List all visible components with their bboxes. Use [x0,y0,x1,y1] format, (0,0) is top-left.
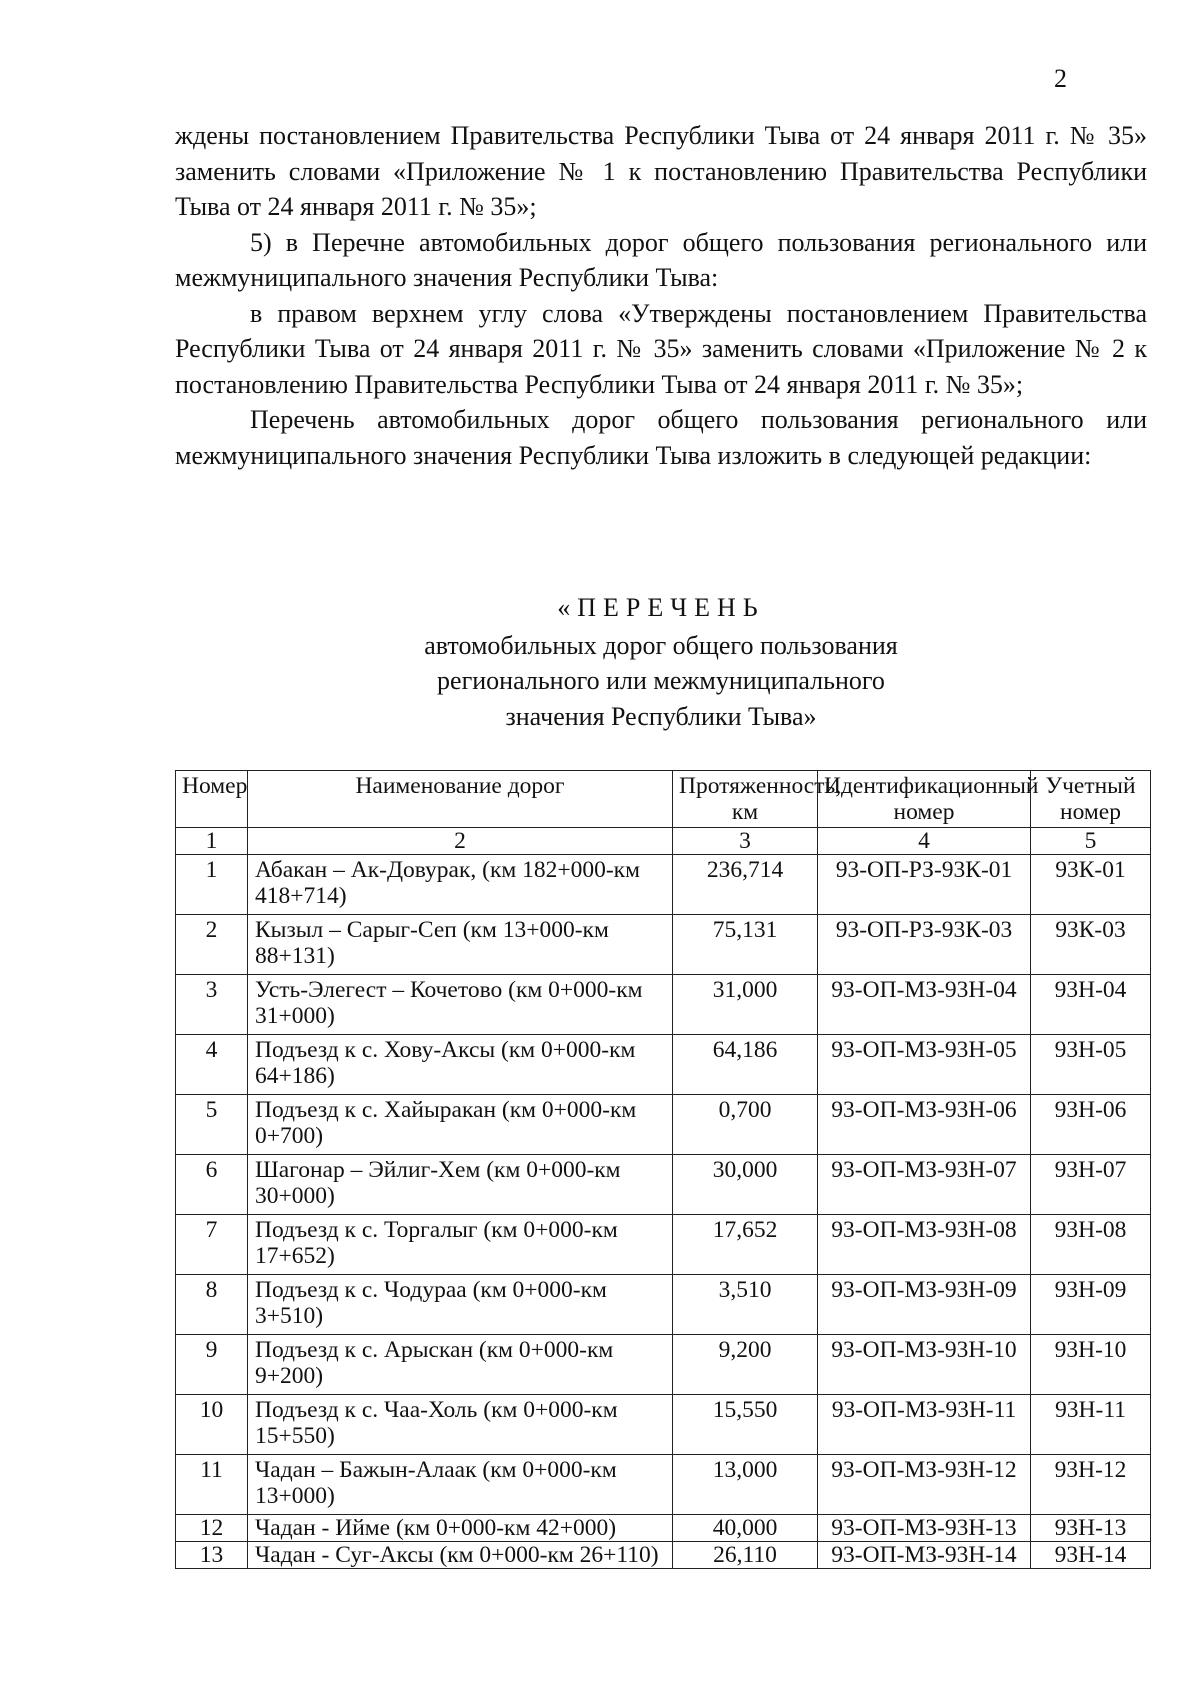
row-number: 4 [176,1035,248,1095]
account-number: 93К-01 [1031,855,1151,915]
road-name: Подъезд к с. Торгалыг (км 0+000-км 17+652) [248,1215,673,1275]
identification-number: 93-ОП-МЗ-93Н-04 [818,975,1031,1035]
identification-number: 93-ОП-МЗ-93Н-13 [818,1515,1031,1542]
paragraph: 5) в Перечне автомобильных дорог общего пользования регионального или межмуниципального значения Республики Тыва: [175,227,1147,292]
road-name: Кызыл – Сарыг-Сеп (км 13+000-км 88+131) [248,915,673,975]
table-row [176,915,1151,975]
account-number: 93Н-13 [1031,1515,1151,1542]
header-account-number: Учетный номер [1031,771,1151,828]
row-number: 3 [176,975,248,1035]
identification-number: 93-ОП-МЗ-93Н-09 [818,1275,1031,1335]
road-length: 0,700 [673,1095,818,1155]
identification-number: 93-ОП-МЗ-93Н-06 [818,1095,1031,1155]
list-title-line: значения Республики Тыва» [505,701,817,731]
road-length: 15,550 [673,1395,818,1455]
identification-number: 93-ОП-РЗ-93К-03 [818,915,1031,975]
row-number: 1 [176,855,248,915]
road-name: Чадан - Ийме (км 0+000-км 42+000) [248,1515,673,1542]
identification-number: 93-ОП-МЗ-93Н-05 [818,1035,1031,1095]
account-number: 93Н-08 [1031,1215,1151,1275]
row-number: 10 [176,1395,248,1455]
road-length: 75,131 [673,915,818,975]
row-number: 6 [176,1155,248,1215]
road-length: 30,000 [673,1155,818,1215]
road-name: Абакан – Ак-Довурак, (км 182+000-км 418+714) [248,855,673,915]
table-row [176,1155,1151,1215]
road-name: Шагонар – Эйлиг-Хем (км 0+000-км 30+000) [248,1155,673,1215]
road-length: 9,200 [673,1335,818,1395]
page-number: 2 [1054,64,1067,93]
identification-number: 93-ОП-МЗ-93Н-07 [818,1155,1031,1215]
identification-number: 93-ОП-МЗ-93Н-10 [818,1335,1031,1395]
row-number: 11 [176,1455,248,1515]
paragraph: в правом верхнем углу слова «Утверждены постановлением Правительства Республики Тыва от 24 января 2011 г. № 35» заменить словами «Приложение № 2 к постановлению Правительства Республики Тыва от 24 января 2011 г. № 35»; [175,298,1147,399]
table-row [176,975,1151,1035]
table-row [176,1395,1151,1455]
column-number-row [176,828,1151,855]
road-length: 13,000 [673,1455,818,1515]
table-row [176,1515,1151,1542]
road-length: 31,000 [673,975,818,1035]
column-number: 5 [1031,828,1151,855]
identification-number: 93-ОП-МЗ-93Н-14 [818,1542,1031,1569]
road-name: Усть-Элегест – Кочетово (км 0+000-км 31+000) [248,975,673,1035]
header-identification-number: Идентификационный номер [818,771,1031,828]
row-number: 7 [176,1215,248,1275]
road-name: Чадан - Суг-Аксы (км 0+000-км 26+110) [248,1542,673,1569]
road-name: Подъезд к с. Арыскан (км 0+000-км 9+200) [248,1335,673,1395]
road-name: Подъезд к с. Чаа-Холь (км 0+000-км 15+550) [248,1395,673,1455]
road-length: 40,000 [673,1515,818,1542]
account-number: 93Н-11 [1031,1395,1151,1455]
header-length: Протяженность, км [673,771,818,828]
table-row [176,1215,1151,1275]
column-number: 3 [673,828,818,855]
list-title [175,590,1147,734]
table-row [176,1095,1151,1155]
account-number: 93Н-12 [1031,1455,1151,1515]
table-header-row [176,771,1151,828]
account-number: 93К-03 [1031,915,1151,975]
account-number: 93Н-09 [1031,1275,1151,1335]
road-length: 17,652 [673,1215,818,1275]
identification-number: 93-ОП-РЗ-93К-01 [818,855,1031,915]
row-number: 2 [176,915,248,975]
account-number: 93Н-07 [1031,1155,1151,1215]
roads-table [175,770,1151,1569]
body-text [175,118,1147,473]
row-number: 9 [176,1335,248,1395]
identification-number: 93-ОП-МЗ-93Н-08 [818,1215,1031,1275]
header-number: Номер [176,771,248,828]
table-row [176,1542,1151,1569]
road-length: 236,714 [673,855,818,915]
account-number: 93Н-14 [1031,1542,1151,1569]
account-number: 93Н-06 [1031,1095,1151,1155]
road-length: 26,110 [673,1542,818,1569]
list-title-line: регионального или межмуниципального [437,666,885,695]
row-number: 5 [176,1095,248,1155]
account-number: 93Н-04 [1031,975,1151,1035]
column-number: 1 [176,828,248,855]
list-title-main: «ПЕРЕЧЕНЬ [557,593,765,622]
list-title-line: автомобильных дорог общего пользования [424,630,898,660]
table-row [176,1335,1151,1395]
table-row [176,855,1151,915]
row-number: 12 [176,1515,248,1542]
header-road-name: Наименование дорог [248,771,673,828]
table-row [176,1455,1151,1515]
identification-number: 93-ОП-МЗ-93Н-12 [818,1455,1031,1515]
identification-number: 93-ОП-МЗ-93Н-11 [818,1395,1031,1455]
row-number: 13 [176,1542,248,1569]
road-name: Подъезд к с. Чодураа (км 0+000-км 3+510) [248,1275,673,1335]
road-length: 3,510 [673,1275,818,1335]
account-number: 93Н-05 [1031,1035,1151,1095]
paragraph: ждены постановлением Правительства Республики Тыва от 24 января 2011 г. № 35» заменить словами «Приложение № 1 к постановлению Правительства Республики Тыва от 24 января 2011 г. № 35»; [175,121,1147,221]
paragraph: Перечень автомобильных дорог общего пользования регионального или межмуниципального значения Республики Тыва изложить в следующей редакции: [175,405,1147,470]
row-number: 8 [176,1275,248,1335]
road-name: Чадан – Бажын-Алаак (км 0+000-км 13+000) [248,1455,673,1515]
table-row [176,1275,1151,1335]
road-name: Подъезд к с. Хову-Аксы (км 0+000-км 64+186) [248,1035,673,1095]
column-number: 2 [248,828,673,855]
account-number: 93Н-10 [1031,1335,1151,1395]
column-number: 4 [818,828,1031,855]
road-length: 64,186 [673,1035,818,1095]
table-row [176,1035,1151,1095]
road-name: Подъезд к с. Хайыракан (км 0+000-км 0+700) [248,1095,673,1155]
